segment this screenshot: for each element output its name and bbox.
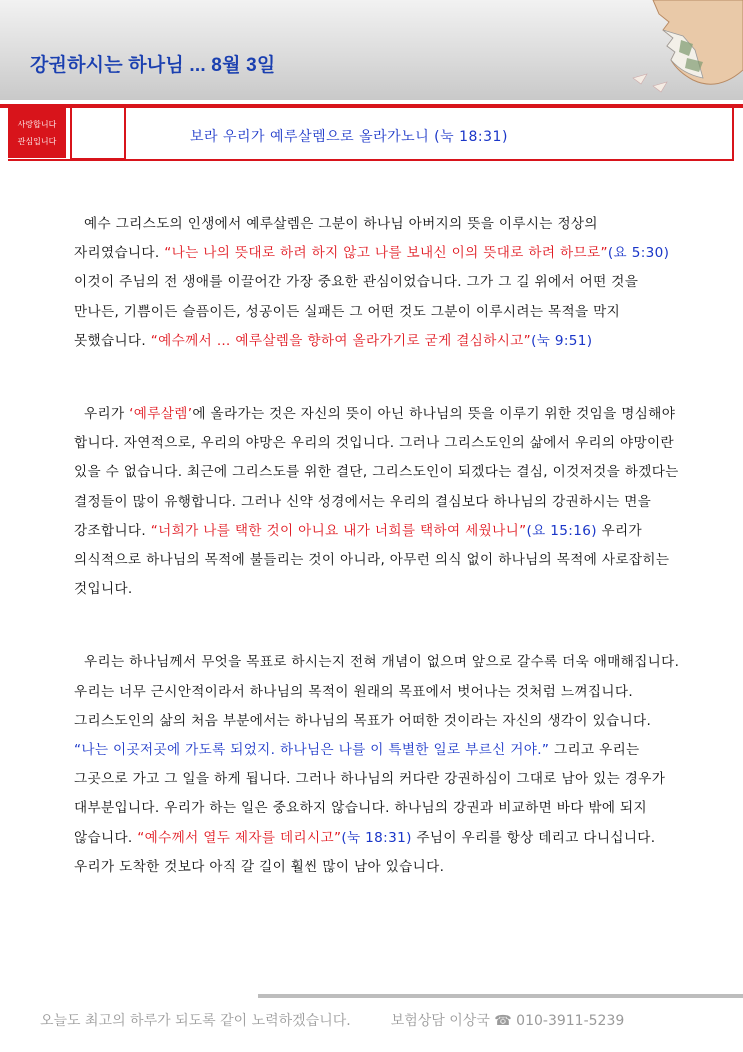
footer-slogan: 오늘도 최고의 하루가 되도록 같이 노력하겠습니다.: [40, 1013, 351, 1029]
verse-reference: 보라 우리가 예루살렘으로 올라가노니 (눅 18:31): [190, 129, 508, 145]
scripture-quote: “너희가 나를 택한 것이 아니요 내가 너희를 택하여 세웠나니”: [150, 522, 527, 539]
footer-contact: 보험상담 이상국 ☎ 010-3911-5239: [390, 1013, 625, 1029]
page-title: 강권하시는 하나님 ... 8월 3일: [30, 55, 276, 76]
body-text: 주님이 우리를 항상 데리고 다니십니다. 우리가 도착한 것보다 아직 갈 길이 훨씬 많이 남아 있습니다.: [74, 829, 656, 875]
paragraph: [74, 400, 686, 604]
scripture-reference: (눅 18:31): [341, 829, 412, 846]
body-text: 우리가: [84, 406, 130, 423]
tag-box: [8, 108, 66, 158]
scripture-quote: “예수께서 열두 제자를 데리시고”: [137, 829, 342, 846]
photo-placeholder: [70, 106, 126, 160]
scripture-quote: ‘예루살렘’: [129, 406, 193, 423]
body-text: 그리고 우리는 그곳으로 가고 그 일을 하게 됩니다. 그러나 하나님의 커다란 강권하심이 그대로 남아 있는 경우가 대부분입니다. 우리가 하는 일은 중요하지 않습니다. 하나님의 강권과 비교하면 바다 밖에 되지 않습니다.: [74, 742, 666, 846]
header-banner: [0, 0, 743, 100]
body-text: 이것이 주님의 전 생애를 이끌어간 가장 중요한 관심이었습니다. 그가 그 길 위에서 어떤 것을 만나든, 기쁨이든 슬픔이든, 성공이든 실패든 그 어떤 것도 그분이 이루시려는 목적을 막지 못했습니다.: [74, 274, 639, 349]
tag-line-2: 관심입니다: [17, 137, 57, 146]
paragraph: [74, 210, 686, 356]
broken-eggshell-icon: [623, 0, 743, 100]
scripture-reference: (눅 9:51): [531, 332, 593, 349]
body-text: 우리가 의식적으로 하나님의 목적에 불들리는 것이 아니라, 아무런 의식 없이 하나님의 목적에 사로잡히는 것입니다.: [74, 522, 670, 598]
footer-divider: [258, 994, 743, 998]
body-text: 예수 그리스도의 인생에서 예루살렘은 그분이 하나님 아버지의 뜻을 이루시는 정상의 자리였습니다.: [74, 216, 598, 262]
body-text: 우리는 하나님께서 무엇을 목표로 하시는지 전혀 개념이 없으며 앞으로 갈수록 더욱 애매해집니다. 우리는 너무 근시안적이라서 하나님의 목적이 원래의 목표에서 벗어나는 것처럼 느껴집니다. 그리스도인의 삶의 처음 부분에서는 하나님의 목표가 어떠한 것이라는 자신의 생각이 있습니다.: [74, 654, 680, 729]
scripture-reference: “나는 이곳저곳에 가도록 되었지. 하나님은 나를 이 특별한 일로 부르신 거야.”: [74, 742, 550, 759]
body-text: 에 올라가는 것은 자신의 뜻이 아닌 하나님의 뜻을 이루기 위한 것임을 명심해야 합니다. 자연적으로, 우리의 야망은 우리의 것입니다. 그러나 그리스도인의 삶에서 우리의 야망이란 있을 수 없습니다. 최근에 그리스도를 위한 결단, 그리스도인이 되겠다는 결심, 이것저것을 하겠다는 결정들이 많이 유행합니다. 그러나 신약 성경에서는 우리의 결심보다 하나님의 강권하시는 면을 강조합니다.: [74, 406, 679, 539]
devotional-body: [74, 210, 686, 926]
footer: [40, 1010, 720, 1030]
tag-line-1: 사랑합니다: [17, 120, 57, 129]
scripture-quote: “예수께서 … 예루살렘을 향하여 올라가기로 굳게 결심하시고”: [150, 332, 532, 349]
scripture-quote: “나는 나의 뜻대로 하려 하지 않고 나를 보내신 이의 뜻대로 하려 하므로”: [164, 245, 608, 262]
scripture-reference: (요 5:30): [607, 245, 670, 262]
paragraph: [74, 648, 686, 882]
scripture-reference: (요 15:16): [526, 522, 597, 539]
